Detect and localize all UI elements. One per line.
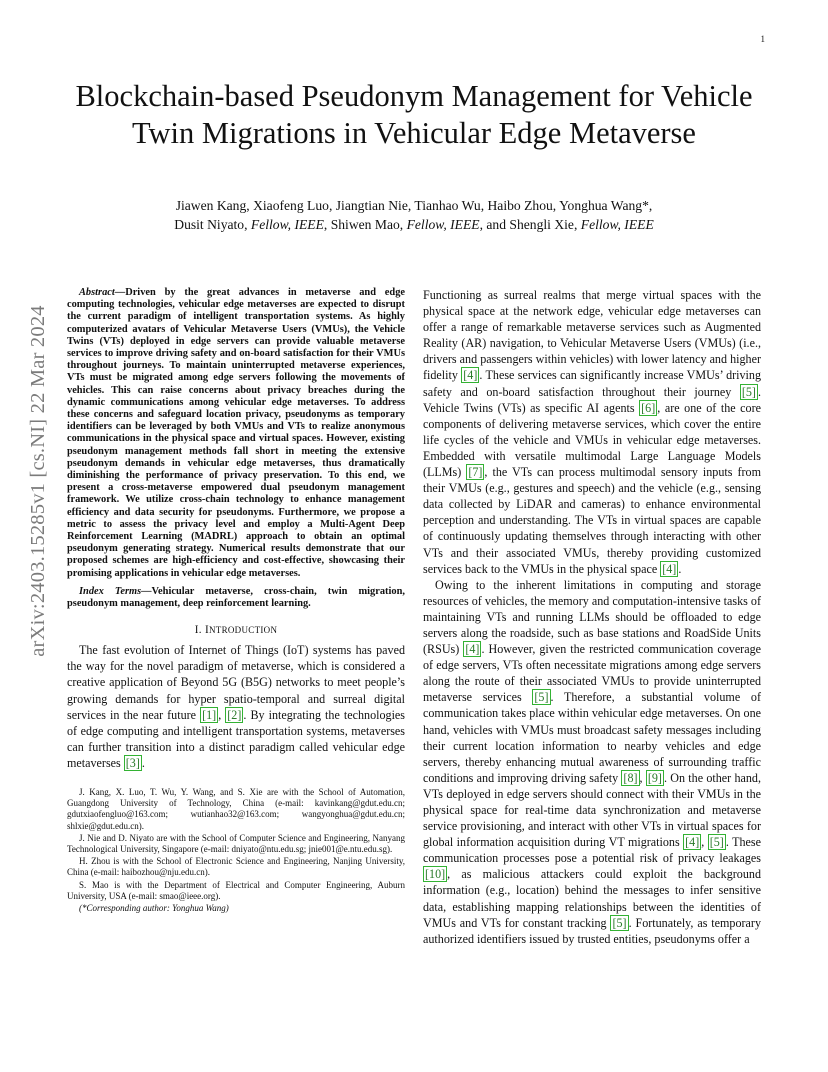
paragraph-text: , [639,770,646,785]
author-title: Fellow, IEEE [580,217,654,232]
paragraph-text: , as malicious attackers could exploit the background information (e.g., location) behind the messages to infer sensitive data, establishing mapping relationships between the identities of VMUs and VTs for constant tracking [423,867,761,930]
paragraph-text: . Vehicle Twins (VTs) as specific AI agents [423,384,761,415]
footnote-2: J. Nie and D. Niyato are with the School of Computer Science and Engineering, Nanyang Technological University, Singapore (e-mail: dniyato@ntu.edu.sg; jnie001@e.ntu.edu.sg). [67,832,405,855]
citation-link[interactable]: [4] [465,642,480,657]
section-heading-introduction [67,624,405,636]
footnote-4: S. Mao is with the Department of Electrical and Computer Engineering, Auburn University, USA (e-mail: smao@ieee.org). [67,879,405,901]
paragraph-text: Owing to the inherent limitations in computing and storage resources of vehicles, the memory and computation-intensive tasks of maintaining VTs and running LLMs should be offloaded to edge servers along the roadside, such as base stations and RoadSide Units (RSUs) [423,577,761,657]
paragraph-text: . By integrating the technologies of edge computing and intelligent transportation systems, metaverses can further transition into a distinct paradigm called vehicular edge metaverses [67,707,406,770]
paragraph-text: , [701,835,708,850]
index-terms-text: —Vehicular metaverse, cross-chain, twin migration, pseudonym management, deep reinforcement learning. [67,585,405,610]
citation-link[interactable]: [6] [641,400,656,415]
paragraph-text: . [141,755,145,770]
citation-link[interactable]: [5] [741,384,756,399]
citation-link[interactable]: [2] [227,707,242,722]
citation-link[interactable]: [4] [463,368,478,383]
index-terms-label: Index Terms [79,585,142,597]
paragraph-text: , [218,707,226,722]
section-title-initial: I [204,624,209,637]
author-title: Fellow, IEEE [406,217,480,232]
page-number: 1 [760,34,765,44]
paragraph-text: . On the other hand, VTs deployed in edge servers should connect with their VMUs in the physical space for real-time data synchronization and metaverse service provisioning, and interact with other VTs in virtual spaces for global information acquisition during VT migrations [423,770,761,850]
citation-link[interactable]: [7] [468,465,483,480]
author-line-2 [60,215,768,234]
corresponding-author-note: (*Corresponding author: Yonghua Wang) [79,903,229,914]
arxiv-identifier-stamp: arXiv:2403.15285v1 [cs.NI] 22 Mar 2024 [27,305,49,657]
paragraph-text: , the VTs can process multimodal sensory inputs from their VMUs (e.g., gestures and speech) and the vehicle (e.g., sensing data collected by LiDAR and cameras) to enhance environmental perception and understanding. The VTs in virtual spaces are capable of continuously updating themselves through interacting with other VTs and their associated VMUs, thereby providing customized services back to the VMUs in the physical space [423,465,761,576]
paper-title: Blockchain-based Pseudonym Management for Vehicle Twin Migrations in Vehicular Edge Metaverse [75,79,753,150]
paragraph-text: . These communication processes pose a potential risk of privacy leakages [423,835,761,866]
author-text: , Shiwen Mao, [323,217,407,232]
author-title: Fellow, IEEE [250,217,324,232]
right-paragraph-2 [423,577,761,947]
footnote-3: H. Zhou is with the School of Electronic Science and Engineering, Nanjing University, China (e-mail: haibozhou@nju.edu.cn). [67,856,405,878]
footnote-corresponding-author [67,903,405,914]
citation-link[interactable]: [3] [125,755,140,770]
left-column [67,287,405,915]
abstract-label: Abstract [79,287,115,298]
paragraph-text: . These services can significantly increase VMUs’ driving safety and on-board satisfaction throughout their journey [423,368,762,399]
paragraph-text: Functioning as surreal realms that merge virtual spaces with the physical space at the network edge, vehicular edge metaverses can offer a range of remarkable metaverse services such as Augmented Reality (AR) navigation, to Vehicular Metaverse Users (VMUs) (i.e., drivers and passengers within vehicles) with lower latency and higher fidelity [423,288,761,383]
footnote-1: J. Kang, X. Luo, T. Wu, Y. Wang, and S. Xie are with the School of Automation, Guangdong University of Technology, China (e-mail: kavinkang@gdut.edu.cn; gdutxiaofengluo@163.com; wutianhao32@163.com; wangyonghua@gdut.edu.cn; shlxie@gdut.edu.cn). [67,787,405,831]
citation-link[interactable]: [5] [709,835,724,850]
citation-link[interactable]: [9] [647,770,662,785]
intro-paragraph-1 [67,642,405,771]
citation-link[interactable]: [5] [612,915,627,930]
citation-link[interactable]: [4] [662,561,677,576]
abstract [67,287,405,580]
citation-link[interactable]: [4] [685,835,700,850]
citation-link[interactable]: [10] [425,867,446,882]
author-text: , and Shengli Xie, [479,217,581,232]
author-affiliation-footnotes [67,787,405,914]
section-number: I. [194,624,205,637]
paragraph-text: . However, given the restricted communication coverage of edge servers, VTs often necessitate migrations among edge servers along the route of their associated VMUs to provide uninterrupted metaverse services [423,642,761,705]
citation-link[interactable]: [1] [202,707,217,722]
author-list [60,196,768,234]
author-line-1: Jiawen Kang, Xiaofeng Luo, Jiangtian Nie, Tianhao Wu, Haibo Zhou, Yonghua Wang*, [175,198,653,213]
paragraph-text: The fast evolution of Internet of Things (IoT) systems has paved the way for the novel paradigm of metaverse, which is considered a creative application of Beyond 5G (B5G) networks to meet people’s growing demands for hyper spatio-temporal and surreal digital services in the near future [67,643,405,722]
citation-link[interactable]: [8] [623,770,638,785]
paragraph-text: . Fortunately, as temporary authorized identifiers issued by trusted entities, pseudonyms offer a [423,915,761,946]
paragraph-text: . [678,561,682,576]
abstract-text: —Driven by the great advances in metaverse and edge computing technologies, vehicular edge metaverses are expected to disrupt the current paradigm of intelligent transportation systems. As highly computerized avatars of Vehicular Metaverse Users (VMUs), the Vehicle Twins (VTs) deployed in edge servers can provide valuable metaverse services to improve driving safety and on-board satisfaction for their VMUs throughout journeys. To maintain uninterrupted metaverse experiences, VTs must be migrated among edge servers following the movements of vehicles. This can raise concerns about privacy breaches during the dynamic communications among vehicular edge metaverses. To address these concerns and safeguard location privacy, pseudonyms as temporary identifiers can be leveraged by both VMUs and VTs to realize anonymous communications in the physical space and virtual spaces. However, existing pseudonym management methods fall short in meeting the extensive pseudonym demands in vehicular edge metaverses, thus dramatically diminishing the performance of privacy preservation. To this end, we present a cross-metaverse empowered dual pseudonym management framework. We utilize cross-chain technology to enhance management efficiency and data security for pseudonyms. Furthermore, we propose a metric to assess the privacy level and employ a Multi-Agent Deep Reinforcement Learning (MADRL) approach to obtain an optimal pseudonym generating strategy. Numerical results demonstrate that our proposed schemes are high-efficiency and cost-effective, showcasing their promising applications in vehicular edge metaverses. [67,287,405,579]
right-column [423,287,761,947]
right-paragraph-1 [423,287,761,577]
paragraph-text: . Therefore, a substantial volume of communication takes place within vehicular edge metaverses. On one hand, vehicles with VMUs must broadcast safety messages including their current location information to nearby vehicles and edge servers, thereby enhancing mutual awareness of surrounding traffic conditions and improving driving safety [423,690,761,785]
index-terms [67,586,405,610]
section-title-rest: NTRODUCTION [208,625,278,636]
citation-link[interactable]: [5] [534,690,549,705]
author-text: Dusit Niyato, [174,217,251,232]
paragraph-text: , are one of the core components of delivering metaverse services, which cover the entire life cycles of the vehicle and VMUs in vehicular edge metaverses. Embedded with versatile multimodal Large Language Models (LLMs) [423,400,761,480]
